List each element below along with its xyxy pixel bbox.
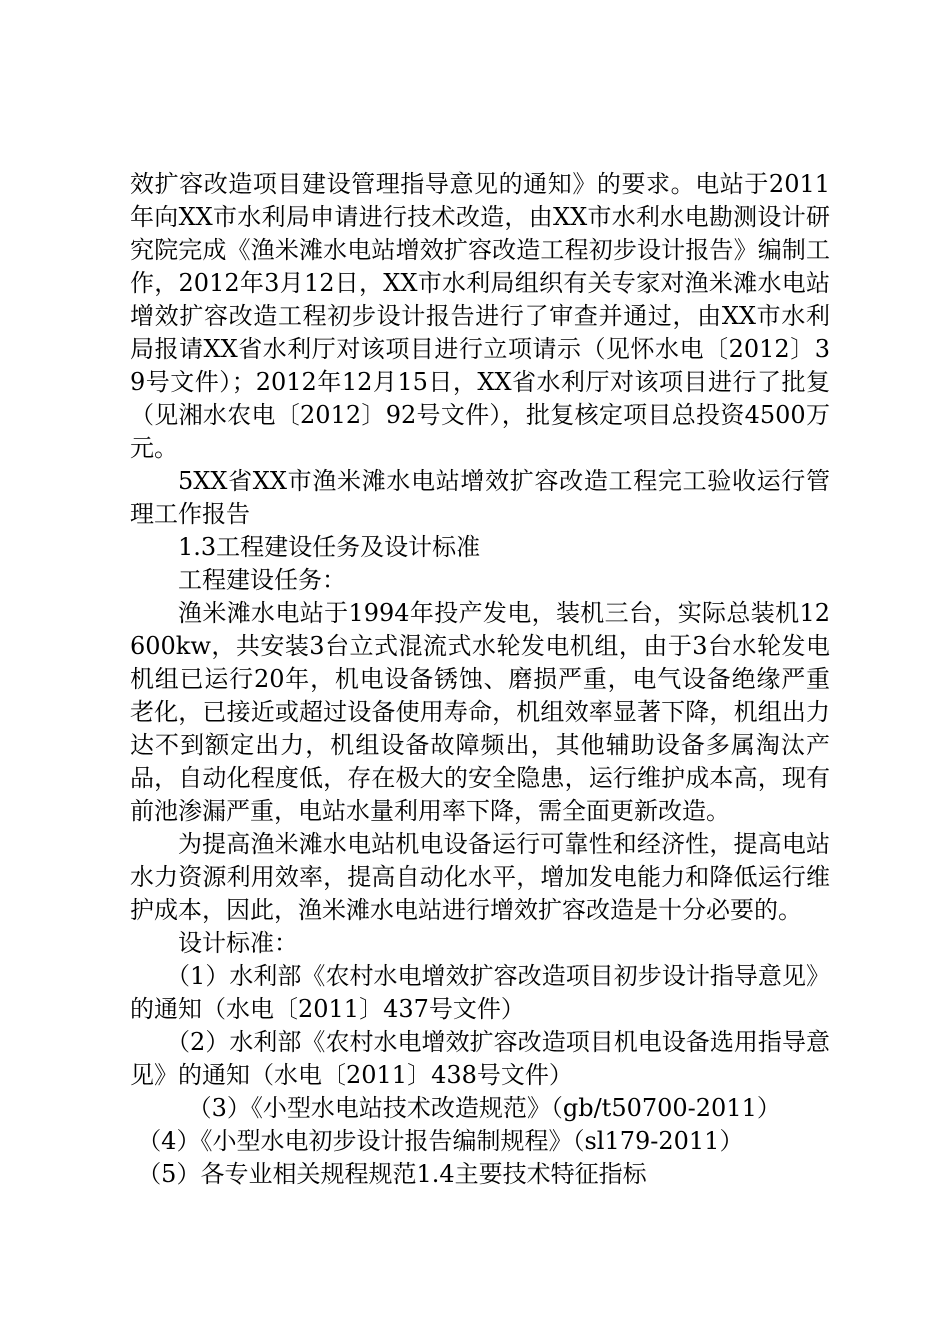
paragraph-renovation-necessity: 为提高渔米滩水电站机电设备运行可靠性和经济性，提高电站水力资源利用效率，提高自动化水平，增加发电能力和降低运行维护成本，因此，渔米滩水电站进行增效扩容改造是十分必要的。 xyxy=(130,830,830,924)
standard-item-3: （3）《小型水电站技术改造规范》（gb/t50700-2011） xyxy=(187,1094,781,1122)
section-heading-1-3: 1.3工程建设任务及设计标准 xyxy=(178,533,481,561)
standard-item-1: （1）水利部《农村水电增效扩容改造项目初步设计指导意见》的通知（水电〔2011〕437号文件） xyxy=(130,962,830,1023)
standard-item-4: （4）《小型水电初步设计报告编制规程》（sl179-2011） xyxy=(137,1127,744,1155)
paragraph-report-title: 5XX省XX市渔米滩水电站增效扩容改造工程完工验收运行管理工作报告 xyxy=(130,467,830,528)
standard-item-5: （5）各专业相关规程规范1.4主要技术特征指标 xyxy=(137,1160,647,1188)
standard-item-2: （2）水利部《农村水电增效扩容改造项目机电设备选用指导意见》的通知（水电〔2011〕438号文件） xyxy=(130,1028,830,1089)
document-body xyxy=(130,168,830,1191)
paragraph-approval-history: 效扩容改造项目建设管理指导意见的通知》的要求。电站于2011年向XX市水利局申请进行技术改造，由XX市水利水电勘测设计研究院完成《渔米滩水电站增效扩容改造工程初步设计报告》编制工作，2012年3月12日，XX市水利局组织有关专家对渔米滩水电站增效扩容改造工程初步设计报告进行了审查并通过，由XX市水利局报请XX省水利厅对该项目进行立项请示（见怀水电〔2012〕39号文件）；2012年12月15日，XX省水利厅对该项目进行了批复（见湘水农电〔2012〕92号文件），批复核定项目总投资4500万元。 xyxy=(130,170,830,462)
subheading-design-standards: 设计标准： xyxy=(178,929,298,957)
paragraph-station-status: 渔米滩水电站于1994年投产发电，装机三台，实际总装机12600kw，共安装3台立式混流式水轮发电机组，由于3台水轮发电机组已运行20年，机电设备锈蚀、磨损严重，电气设备绝缘严重老化，已接近或超过设备使用寿命，机组效率显著下降，机组出力达不到额定出力，机组设备故障频出，其他辅助设备多属淘汰产品，自动化程度低，存在极大的安全隐患，运行维护成本高，现有前池渗漏严重，电站水量利用率下降，需全面更新改造。 xyxy=(130,599,830,825)
subheading-construction-tasks: 工程建设任务： xyxy=(178,566,346,594)
